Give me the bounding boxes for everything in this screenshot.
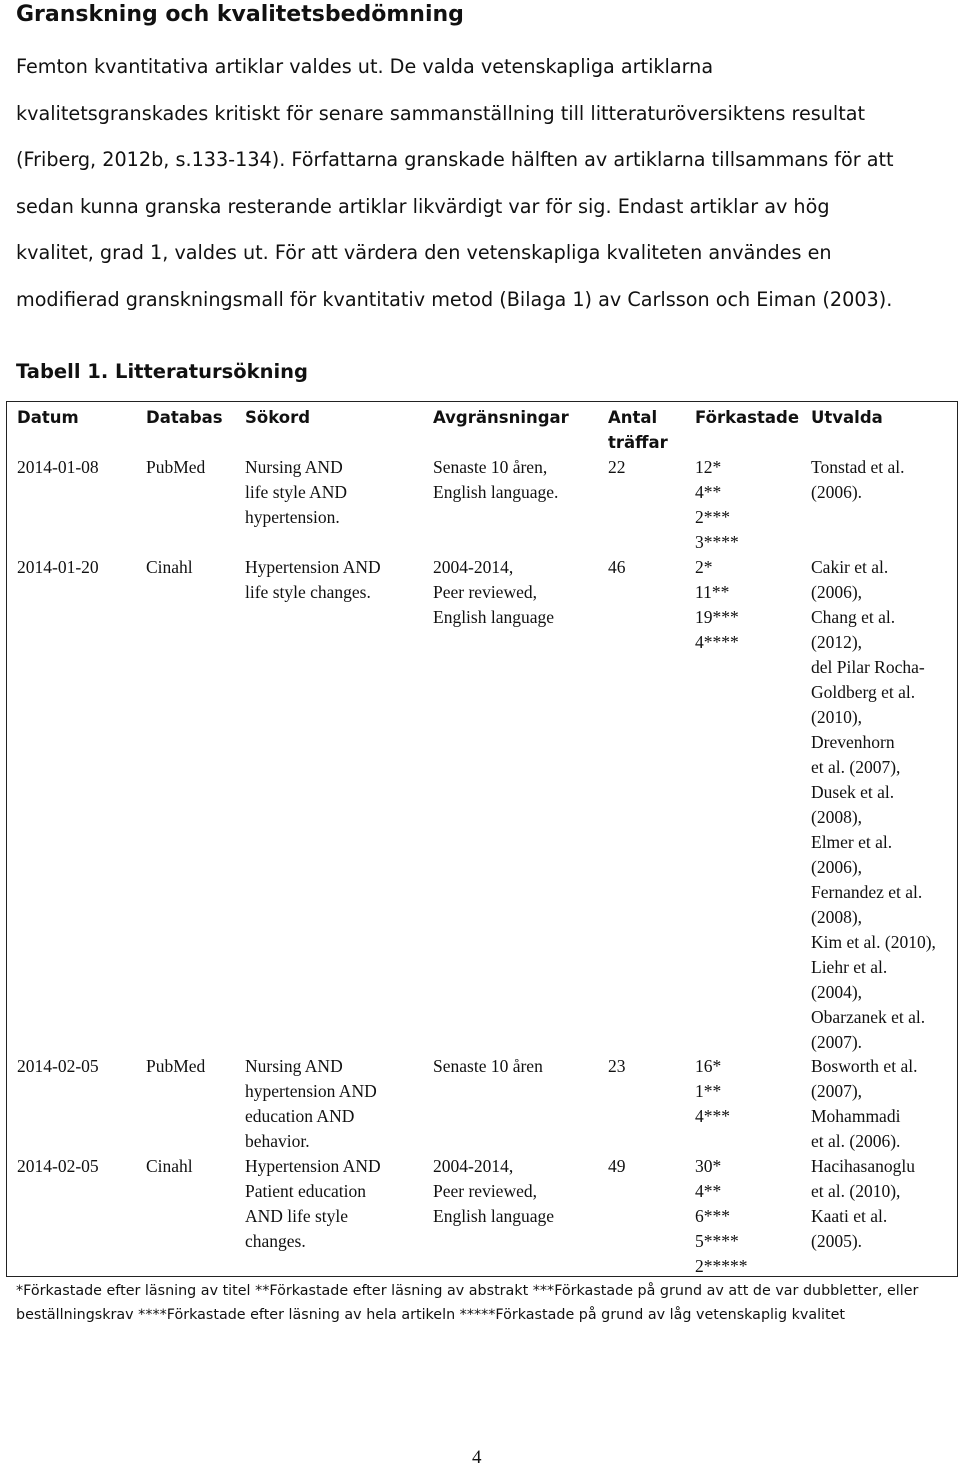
cell-line: Goldberg et al.	[811, 682, 916, 702]
cell-line: (2008),	[811, 907, 863, 927]
header-forkastade: Förkastade	[695, 408, 800, 427]
row3-forkastade	[695, 1054, 730, 1129]
cell-line: Nursing AND	[245, 457, 343, 477]
cell-line: (2012),	[811, 632, 863, 652]
cell-line: Nursing AND	[245, 1056, 343, 1076]
body-paragraph	[16, 44, 944, 323]
cell-line: 4****	[695, 632, 739, 652]
cell-line: 12*	[695, 457, 722, 477]
cell-line: et al. (2007),	[811, 757, 901, 777]
search-table	[6, 401, 958, 1277]
cell-line: (2006).	[811, 482, 863, 502]
cell-line: Chang et al.	[811, 607, 896, 627]
row2-datum: 2014-01-20	[17, 557, 99, 577]
header-sokord: Sökord	[245, 408, 311, 427]
row4-datum: 2014-02-05	[17, 1156, 99, 1176]
cell-line: (2006),	[811, 582, 863, 602]
cell-line: Hypertension AND	[245, 1156, 381, 1176]
cell-line: 4***	[695, 1106, 730, 1126]
header-antal-line: Antal	[608, 408, 658, 427]
cell-line: Bosworth et al.	[811, 1056, 918, 1076]
cell-line: Cakir et al.	[811, 557, 889, 577]
row2-utvalda	[811, 555, 936, 1055]
cell-line: Kaati et al.	[811, 1206, 888, 1226]
cell-line: life style changes.	[245, 582, 371, 602]
cell-line: 6***	[695, 1206, 730, 1226]
header-avgransningar: Avgränsningar	[433, 408, 569, 427]
footnote-line: beställningskrav ****Förkastade efter läsning av hela artikeln *****Förkastade på grund av låg vetenskaplig kvalitet	[16, 1307, 846, 1323]
cell-line: Fernandez et al.	[811, 882, 923, 902]
cell-line: (2007),	[811, 1081, 863, 1101]
cell-line: Hypertension AND	[245, 557, 381, 577]
paragraph-line: (Friberg, 2012b, s.133-134). Författarna granskade hälften av artiklarna tillsammans för att	[16, 148, 894, 171]
page-number: 4	[472, 1447, 482, 1468]
cell-line: 5****	[695, 1231, 739, 1251]
cell-line: Obarzanek et al.	[811, 1007, 926, 1027]
cell-line: Hacihasanoglu	[811, 1156, 915, 1176]
paragraph-line: kvalitet, grad 1, valdes ut. För att värdera den vetenskapliga kvaliteten användes en	[16, 241, 832, 264]
row1-datum: 2014-01-08	[17, 457, 99, 477]
cell-line: 2*****	[695, 1256, 748, 1276]
header-antal	[608, 405, 668, 455]
cell-line: Dusek et al.	[811, 782, 895, 802]
cell-line: education AND	[245, 1106, 355, 1126]
cell-line: Patient education	[245, 1181, 367, 1201]
row1-utvalda	[811, 455, 905, 505]
cell-line: Drevenhorn	[811, 732, 895, 752]
cell-line: (2007).	[811, 1032, 863, 1052]
cell-line: (2008),	[811, 807, 863, 827]
paragraph-line: modifierad granskningsmall för kvantitativ metod (Bilaga 1) av Carlsson och Eiman (2003).	[16, 287, 893, 311]
cell-line: et al. (2010),	[811, 1181, 901, 1201]
row3-utvalda	[811, 1054, 917, 1154]
row3-databas: PubMed	[146, 1056, 206, 1076]
cell-line: 2004-2014,	[433, 1156, 514, 1176]
row4-avgransningar	[433, 1154, 554, 1229]
header-utvalda: Utvalda	[811, 408, 883, 427]
row1-avgransningar	[433, 455, 558, 505]
cell-line: English language.	[433, 482, 559, 502]
cell-line: Peer reviewed,	[433, 1181, 537, 1201]
row1-forkastade	[695, 455, 739, 555]
row3-datum: 2014-02-05	[17, 1056, 99, 1076]
row2-forkastade	[695, 555, 739, 655]
cell-line: 2***	[695, 507, 730, 527]
cell-line: (2006),	[811, 857, 863, 877]
header-databas: Databas	[146, 408, 223, 427]
table-footnote	[16, 1279, 918, 1327]
row4-databas: Cinahl	[146, 1156, 193, 1176]
header-datum: Datum	[17, 408, 79, 427]
cell-line: 1**	[695, 1081, 722, 1101]
cell-line: 3****	[695, 532, 739, 552]
footnote-line: *Förkastade efter läsning av titel **Förkastade efter läsning av abstrakt ***Förkastade på grund av att de var dubbletter, eller	[16, 1283, 919, 1299]
cell-line: 4**	[695, 1181, 722, 1201]
paragraph-line: kvalitetsgranskades kritiskt för senare sammanställning till litteraturöversiktens resultat	[16, 101, 866, 125]
cell-line: 2004-2014,	[433, 557, 514, 577]
row3-avgransningar	[433, 1054, 543, 1079]
cell-line: (2004),	[811, 982, 863, 1002]
cell-line: Elmer et al.	[811, 832, 893, 852]
section-heading: Granskning och kvalitetsbedömning	[16, 2, 464, 27]
cell-line: 19***	[695, 607, 739, 627]
cell-line: English language	[433, 607, 555, 627]
cell-line: life style AND	[245, 482, 348, 502]
cell-line: AND life style	[245, 1206, 349, 1226]
row3-sokord	[245, 1054, 377, 1154]
cell-line: Mohammadi	[811, 1106, 901, 1126]
row4-sokord	[245, 1154, 381, 1254]
row4-forkastade	[695, 1154, 748, 1279]
cell-line: changes.	[245, 1231, 306, 1251]
row2-sokord	[245, 555, 381, 605]
cell-line: 2*	[695, 557, 713, 577]
cell-line: 16*	[695, 1056, 722, 1076]
cell-line: Liehr et al.	[811, 957, 888, 977]
paragraph-line: sedan kunna granska resterande artiklar likvärdigt var för sig. Endast artiklar av hög	[16, 194, 830, 218]
cell-line: Senaste 10 åren,	[433, 457, 548, 477]
cell-line: Kim et al. (2010),	[811, 932, 936, 952]
cell-line: (2005).	[811, 1231, 863, 1251]
cell-line: behavior.	[245, 1131, 310, 1151]
row1-sokord	[245, 455, 347, 530]
row2-databas: Cinahl	[146, 557, 193, 577]
cell-line: 11**	[695, 582, 730, 602]
header-antal-line: träffar	[608, 433, 668, 452]
row4-utvalda	[811, 1154, 915, 1254]
cell-line: (2010),	[811, 707, 863, 727]
cell-line: Senaste 10 åren	[433, 1056, 543, 1076]
cell-line: 4**	[695, 482, 722, 502]
cell-line: 30*	[695, 1156, 722, 1176]
cell-line: del Pilar Rocha-	[811, 657, 925, 677]
cell-line: Peer reviewed,	[433, 582, 537, 602]
cell-line: Tonstad et al.	[811, 457, 905, 477]
cell-line: hypertension.	[245, 507, 340, 527]
cell-line: et al. (2006).	[811, 1131, 901, 1151]
row1-databas: PubMed	[146, 457, 206, 477]
paragraph-line: Femton kvantitativa artiklar valdes ut. De valda vetenskapliga artiklarna	[16, 55, 714, 78]
table-caption: Tabell 1. Litteratursökning	[16, 360, 309, 383]
row2-avgransningar	[433, 555, 554, 630]
cell-line: hypertension AND	[245, 1081, 377, 1101]
row3-antal: 23	[608, 1056, 626, 1076]
row4-antal: 49	[608, 1156, 626, 1176]
row1-antal: 22	[608, 457, 626, 477]
cell-line: English language	[433, 1206, 555, 1226]
row2-antal: 46	[608, 557, 626, 577]
